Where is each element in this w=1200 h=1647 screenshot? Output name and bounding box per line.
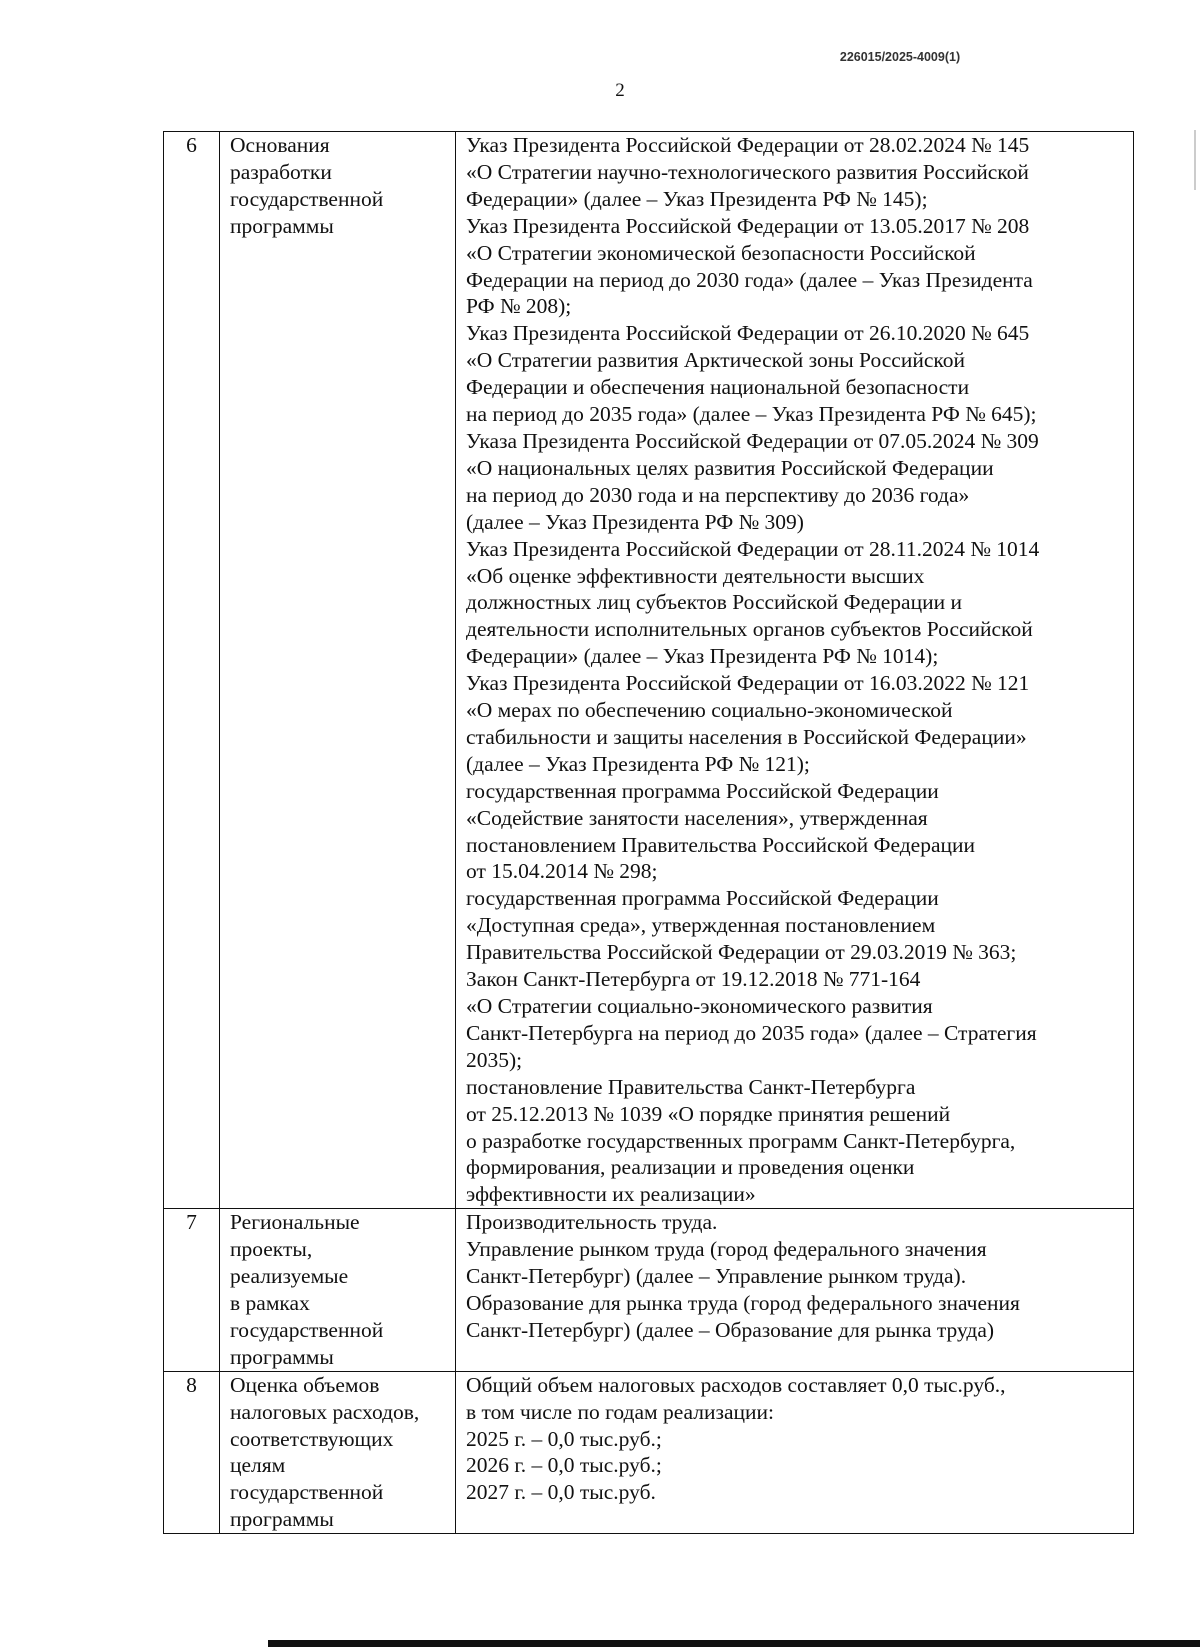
name-line: государственной [230,1317,384,1342]
page-number: 2 [615,80,625,101]
content-line: Санкт-Петербург) (далее – Управление рынком труда). [466,1264,967,1289]
content-line: о разработке государственных программ Санкт-Петербурга, [466,1128,1016,1153]
content-line: 2026 г. – 0,0 тыс.руб.; [466,1453,662,1478]
content-line: «Об оценке эффективности деятельности высших [466,563,925,588]
content-line: от 15.04.2014 № 298; [466,859,658,884]
row-content [456,132,1134,1209]
content-line: «О Стратегии научно-технологического развития Российской [466,159,1029,184]
name-line: программы [230,1344,334,1369]
content-line: 2025 г. – 0,0 тыс.руб.; [466,1426,662,1451]
content-line: Образование для рынка труда (город федерального значения [466,1290,1020,1315]
passport-table [163,131,1134,1534]
name-line: программы [230,213,334,238]
row-number: 8 [164,1371,220,1533]
content-line: на период до 2035 года» (далее – Указ Президента РФ № 645); [466,402,1037,427]
content-line: Санкт-Петербурга на период до 2035 года» (далее – Стратегия [466,1020,1037,1045]
table-row [164,1371,1134,1533]
row-content [456,1371,1134,1533]
content-line: Указ Президента Российской Федерации от 28.02.2024 № 145 [466,133,1030,157]
row-content [456,1209,1134,1371]
content-line: постановлением Правительства Российской Федерации [466,832,976,857]
content-line: Правительства Российской Федерации от 29.03.2019 № 363; [466,940,1017,965]
content-line: стабильности и защиты населения в Российской Федерации» [466,724,1027,749]
content-line: «Доступная среда», утвержденная постановлением [466,913,936,938]
content-line: Указ Президента Российской Федерации от 13.05.2017 № 208 [466,213,1030,238]
content-line: деятельности исполнительных органов субъектов Российской [466,617,1033,642]
row-name [220,1209,456,1371]
content-line: Указ Президента Российской Федерации от 16.03.2022 № 121 [466,671,1030,696]
content-line: «О мерах по обеспечению социально-экономической [466,698,953,723]
content-line: постановление Правительства Санкт-Петербурга [466,1074,916,1099]
content-line: должностных лиц субъектов Российской Федерации и [466,590,963,615]
content-line: Санкт-Петербург) (далее – Образование для рынка труда) [466,1317,995,1342]
content-line: Производительность труда. [466,1210,718,1235]
row-name [220,1371,456,1533]
content-line: Закон Санкт-Петербурга от 19.12.2018 № 771-164 [466,967,921,992]
content-line: (далее – Указ Президента РФ № 121); [466,751,810,776]
content-line: формирования, реализации и проведения оценки [466,1155,915,1180]
table-row [164,132,1134,1209]
content-line: 2027 г. – 0,0 тыс.руб. [466,1480,656,1505]
document-id: 226015/2025-4009(1) [839,50,961,64]
table-row [164,1209,1134,1371]
content-line: РФ № 208); [466,294,572,319]
content-line: Федерации и обеспечения национальной безопасности [466,375,970,400]
content-line: Федерации» (далее – Указ Президента РФ № 145); [466,186,928,211]
row-name [220,132,456,1209]
content-line: Указ Президента Российской Федерации от 26.10.2020 № 645 [466,321,1030,346]
content-line: «О Стратегии развития Арктической зоны Российской [466,348,966,373]
name-line: Основания [230,133,330,157]
name-line: программы [230,1507,334,1532]
scan-edge-mark [1194,130,1196,190]
name-line: проекты, [230,1237,313,1262]
name-line: разработки [230,159,332,184]
name-line: налоговых расходов, [230,1399,420,1424]
content-line: «О Стратегии экономической безопасности Российской [466,240,976,265]
row-number: 7 [164,1209,220,1371]
content-line: Управление рынком труда (город федерального значения [466,1237,987,1262]
content-line: 2035); [466,1047,523,1072]
name-line: государственной [230,186,384,211]
name-line: целям [230,1453,286,1478]
content-line: Федерации на период до 2030 года» (далее – Указ Президента [466,267,1033,292]
name-line: в рамках [230,1290,310,1315]
scan-bottom-bar [268,1640,1200,1647]
row-number: 6 [164,132,220,1209]
name-line: Оценка объемов [230,1372,380,1397]
content-line: государственная программа Российской Федерации [466,778,939,803]
content-line: в том числе по годам реализации: [466,1399,775,1424]
content-line: эффективности их реализации» [466,1182,756,1207]
name-line: государственной [230,1480,384,1505]
content-line: Указ Президента Российской Федерации от 28.11.2024 № 1014 [466,536,1040,561]
content-line: от 25.12.2013 № 1039 «О порядке принятия решений [466,1101,951,1126]
content-line: Указа Президента Российской Федерации от 07.05.2024 № 309 [466,428,1039,453]
content-line: на период до 2030 года и на перспективу до 2036 года» [466,482,970,507]
content-line: «Содействие занятости населения», утвержденная [466,805,928,830]
content-line: Федерации» (далее – Указ Президента РФ № 1014); [466,644,939,669]
content-line: «О Стратегии социально-экономического развития [466,994,933,1018]
content-line: «О национальных целях развития Российской Федерации [466,455,994,480]
content-line: Общий объем налоговых расходов составляет 0,0 тыс.руб., [466,1372,1006,1397]
name-line: соответствующих [230,1426,394,1451]
content-line: государственная программа Российской Федерации [466,886,939,911]
name-line: реализуемые [230,1264,349,1289]
content-line: (далее – Указ Президента РФ № 309) [466,509,804,534]
name-line: Региональные [230,1210,360,1235]
